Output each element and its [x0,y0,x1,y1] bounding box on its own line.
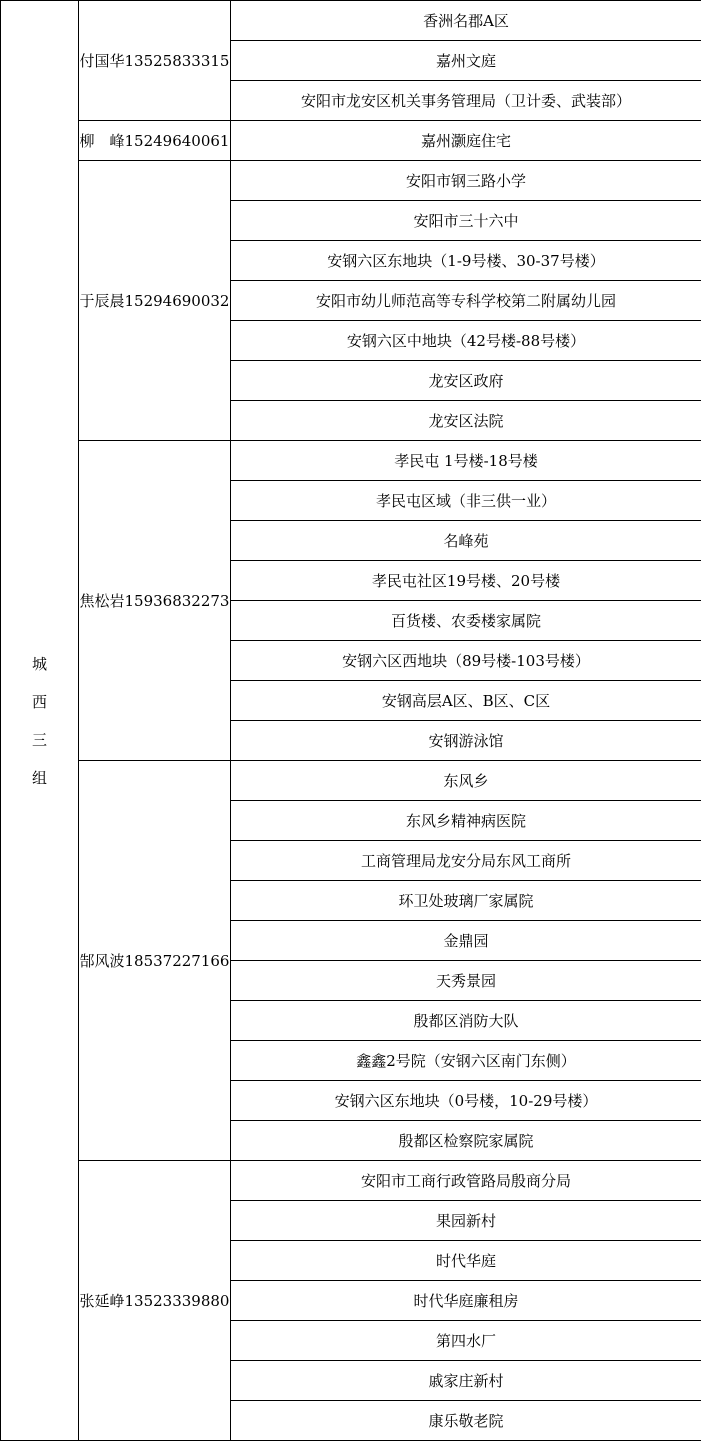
person-contact-cell: 柳 峰15249640061 [79,121,231,161]
table-row [1,161,701,201]
location-cell: 孝民屯区域（非三供一业） [231,481,701,521]
group-name-char: 三 [31,730,47,749]
location-cell: 鑫鑫2号院（安钢六区南门东侧） [231,1041,701,1081]
group-name-char: 组 [31,768,47,787]
table-row [1,1161,701,1201]
table-row [1,761,701,801]
location-cell: 嘉州灏庭住宅 [231,121,701,161]
group-name-char: 西 [31,692,47,711]
location-cell: 工商管理局龙安分局东风工商所 [231,841,701,881]
location-cell: 孝民屯 1号楼-18号楼 [231,441,701,481]
location-cell: 安钢六区中地块（42号楼-88号楼） [231,321,701,361]
location-cell: 安钢高层A区、B区、C区 [231,681,701,721]
location-cell: 安阳市龙安区机关事务管理局（卫计委、武装部） [231,81,701,121]
location-cell: 龙安区政府 [231,361,701,401]
location-cell: 安钢六区东地块（1-9号楼、30-37号楼） [231,241,701,281]
location-cell: 嘉州文庭 [231,41,701,81]
group-name-cell [1,1,79,1441]
location-cell: 东风乡精神病医院 [231,801,701,841]
person-contact-cell: 张延峥13523339880 [79,1161,231,1441]
location-cell: 龙安区法院 [231,401,701,441]
location-cell: 果园新村 [231,1201,701,1241]
location-cell: 安阳市三十六中 [231,201,701,241]
location-cell: 孝民屯社区19号楼、20号楼 [231,561,701,601]
location-cell: 安钢六区西地块（89号楼-103号楼） [231,641,701,681]
location-cell: 殷都区检察院家属院 [231,1121,701,1161]
location-cell: 香洲名郡A区 [231,1,701,41]
location-cell: 时代华庭廉租房 [231,1281,701,1321]
person-contact-cell: 郜风波18537227166 [79,761,231,1161]
location-cell: 时代华庭 [231,1241,701,1281]
location-cell: 安阳市钢三路小学 [231,161,701,201]
table-row [1,441,701,481]
location-cell: 康乐敬老院 [231,1401,701,1441]
table-row [1,1,701,41]
table-body [1,1,701,1441]
location-cell: 东风乡 [231,761,701,801]
location-cell: 安钢游泳馆 [231,721,701,761]
location-cell: 第四水厂 [231,1321,701,1361]
location-cell: 名峰苑 [231,521,701,561]
location-cell: 安钢六区东地块（0号楼，10-29号楼） [231,1081,701,1121]
location-cell: 天秀景园 [231,961,701,1001]
location-cell: 安阳市幼儿师范高等专科学校第二附属幼儿园 [231,281,701,321]
location-cell: 环卫处玻璃厂家属院 [231,881,701,921]
person-contact-cell: 于辰晨15294690032 [79,161,231,441]
location-cell: 殷都区消防大队 [231,1001,701,1041]
location-cell: 百货楼、农委楼家属院 [231,601,701,641]
location-cell: 安阳市工商行政管路局殷商分局 [231,1161,701,1201]
location-cell: 金鼎园 [231,921,701,961]
group-name-char: 城 [31,654,47,673]
person-contact-cell: 付国华13525833315 [79,1,231,121]
location-cell: 戚家庄新村 [231,1361,701,1401]
person-contact-cell: 焦松岩15936832273 [79,441,231,761]
table-row [1,121,701,161]
